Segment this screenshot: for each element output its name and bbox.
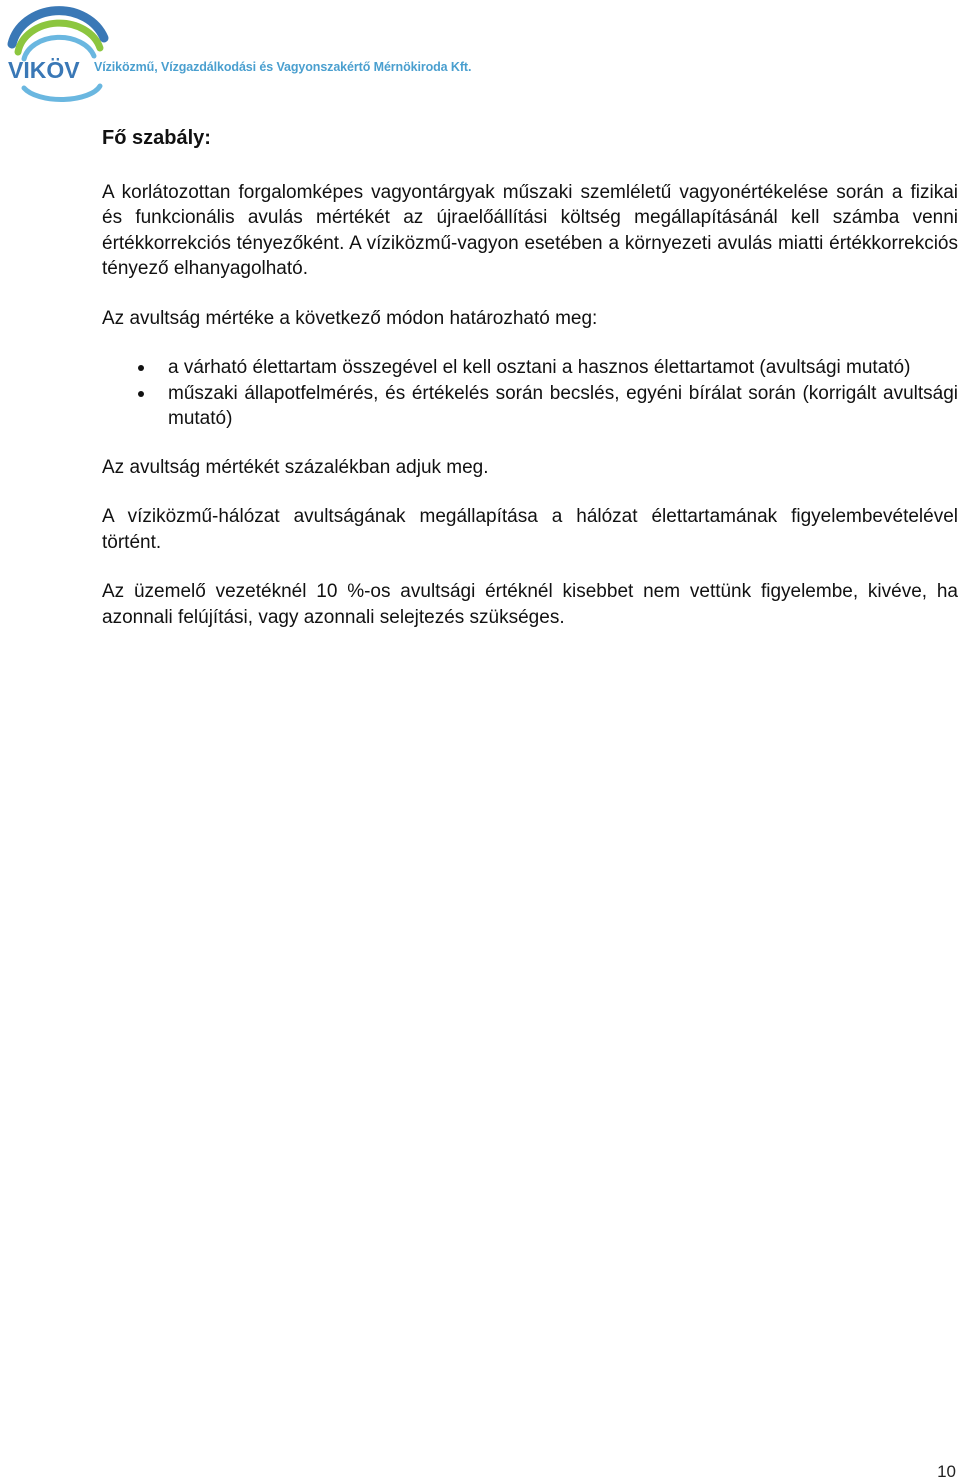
- bullet-icon: [138, 391, 144, 397]
- logo-text: VIKÖV: [8, 57, 80, 83]
- company-name: Víziközmű, Vízgazdálkodási és Vagyonszakértő Mérnökiroda Kft.: [94, 60, 472, 74]
- paragraph-network: A víziközmű-hálózat avultságának megállapítása a hálózat élettartamának figyelembevételével történt.: [102, 506, 958, 553]
- list-item: [102, 355, 958, 381]
- bullet-icon: [138, 365, 144, 371]
- document-body: [102, 126, 958, 654]
- avultsag-method-list: [102, 355, 958, 432]
- paragraph-avultsag-intro: Az avultság mértéke a következő módon határozható meg:: [102, 307, 598, 329]
- list-item: [102, 381, 958, 432]
- section-heading: Fő szabály:: [102, 127, 211, 149]
- paragraph-main-rule: A korlátozottan forgalomképes vagyontárgyak műszaki szemléletű vagyonértékelése során a fizikai és funkcionális avulás mértékét az újraelőállítási költség megállapításánál kell számba venni értékkorrekciós tényezőként. A víziközmű-vagyon esetében a környezeti avulás miatti értékkorrekciós tényező elhanyagolható.: [102, 181, 958, 279]
- paragraph-percentage: Az avultság mértékét százalékban adjuk meg.: [102, 456, 489, 478]
- page-number: 10: [937, 1462, 956, 1481]
- vikov-logo: [4, 4, 112, 104]
- logo-wave-arc: [24, 86, 100, 99]
- list-item-text: műszaki állapotfelmérés, és értékelés során becslés, egyéni bírálat során (korrigált avultsági mutató): [168, 382, 958, 429]
- page-header: [0, 0, 960, 110]
- paragraph-threshold: Az üzemelő vezetéknél 10 %-os avultsági értéknél kisebbet nem vettünk figyelembe, kivéve, ha azonnali felújítási, vagy azonnali selejtezés szükséges.: [102, 581, 958, 628]
- logo-arc-light-blue: [24, 37, 94, 59]
- list-item-text: a várható élettartam összegével el kell osztani a hasznos élettartamot (avultsági mutató): [168, 357, 911, 378]
